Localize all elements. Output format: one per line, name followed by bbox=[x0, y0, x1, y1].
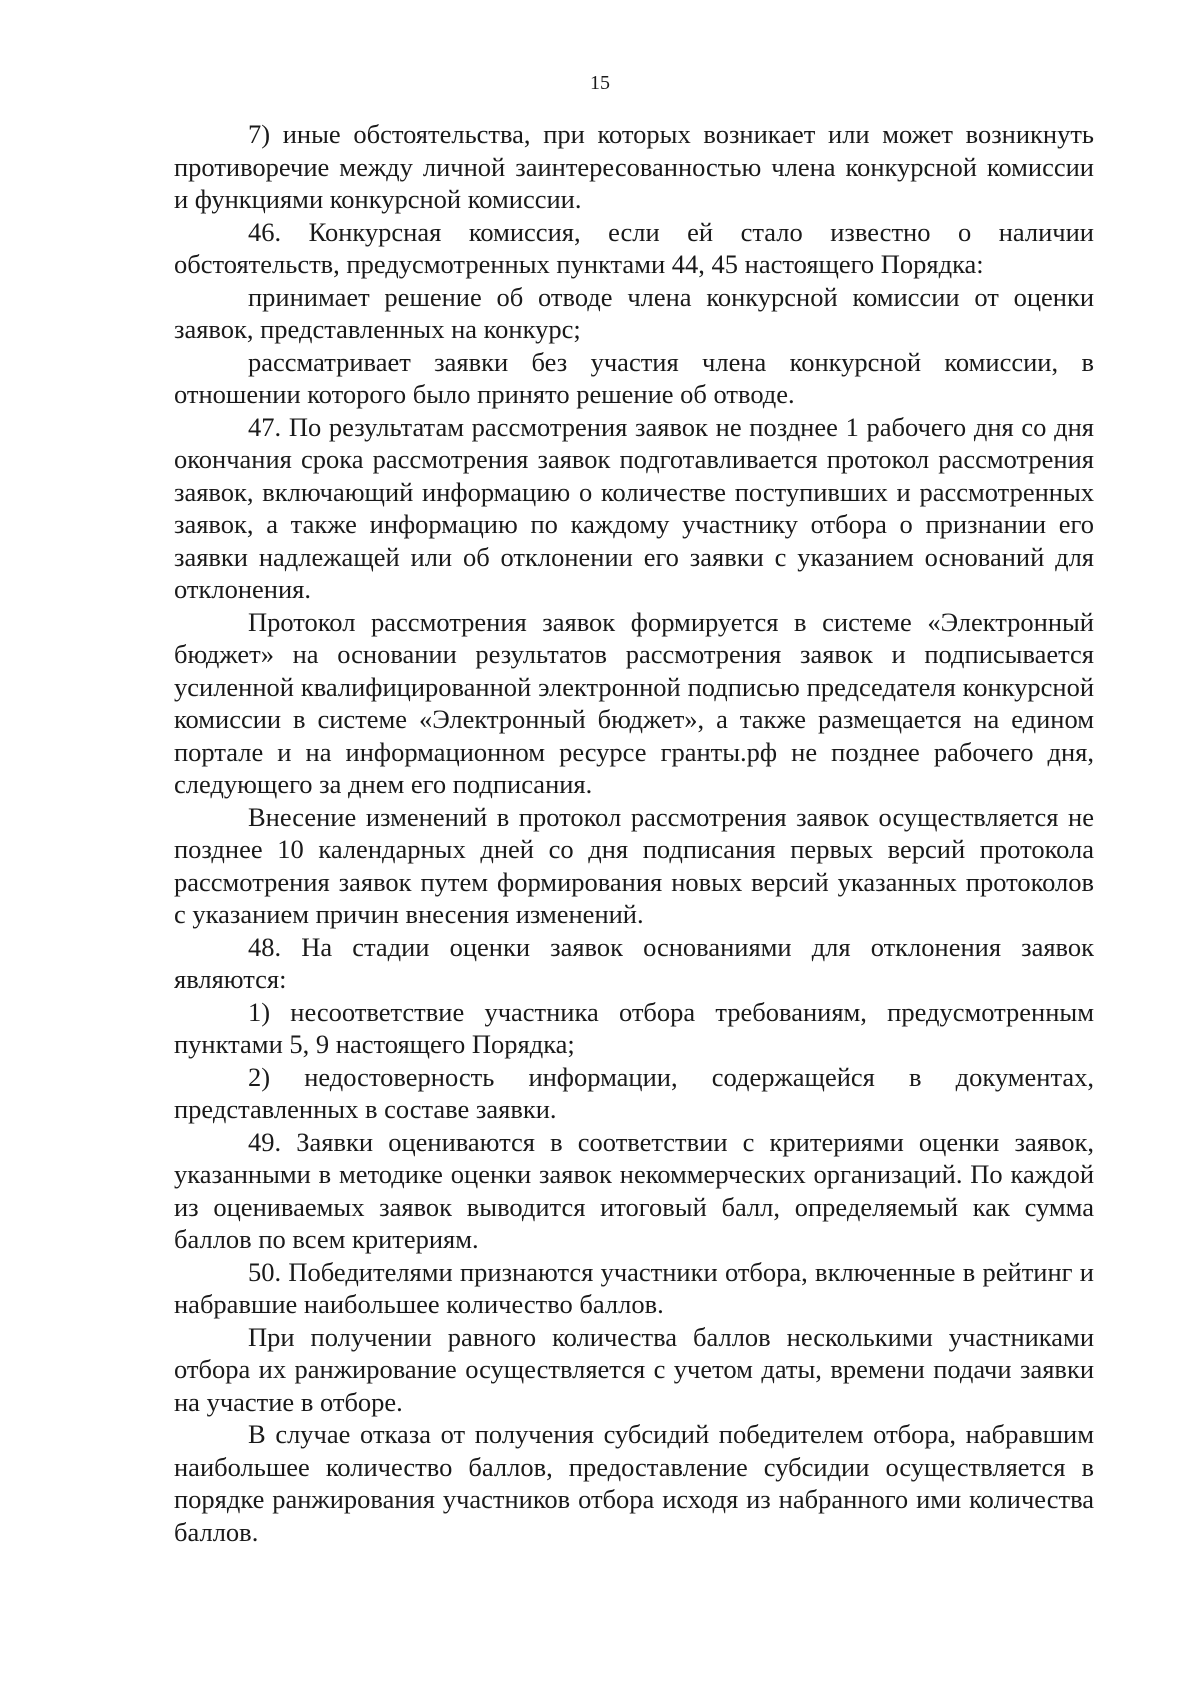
page-number: 15 bbox=[590, 72, 610, 94]
paragraph-48: 48. На стадии оценки заявок основаниями для отклонения заявок являются: bbox=[174, 931, 1094, 994]
paragraph-48-item-1: 1) несоответствие участника отбора требованиям, предусмотренным пунктами 5, 9 настоящего Порядка; bbox=[174, 996, 1094, 1059]
paragraph-7-continuation: 7) иные обстоятельства, при которых возникает или может возникнуть противоречие между личной заинтересованностью члена конкурсной комиссии и функциями конкурсной комиссии. bbox=[174, 119, 1094, 214]
paragraph-50-refusal: В случае отказа от получения субсидий победителем отбора, набравшим наибольшее количество баллов, предоставление субсидии осуществляется в порядке ранжирования участников отбора исходя из набранного ими количества баллов. bbox=[174, 1419, 1094, 1547]
paragraph-46-review: рассматривает заявки без участия члена конкурсной комиссии, в отношении которого было принято решение об отводе. bbox=[174, 346, 1094, 409]
document-body bbox=[174, 118, 1094, 1548]
paragraph-47: 47. По результатам рассмотрения заявок не позднее 1 рабочего дня со дня окончания срока рассмотрения заявок подготавливается протокол рассмотрения заявок, включающий информацию о количестве поступивших и рассмотренных заявок, а также информацию по каждому участнику отбора о признании его заявки надлежащей или об отклонении его заявки с указанием оснований для отклонения. bbox=[174, 411, 1094, 604]
paragraph-47-changes: Внесение изменений в протокол рассмотрения заявок осуществляется не позднее 10 календарных дней со дня подписания первых версий протокола рассмотрения заявок путем формирования новых версий указанных протоколов с указанием причин внесения изменений. bbox=[174, 801, 1094, 929]
paragraph-50-ranking: При получении равного количества баллов несколькими участниками отбора их ранжирование осуществляется с учетом даты, времени подачи заявки на участие в отборе. bbox=[174, 1321, 1094, 1417]
paragraph-47-protocol: Протокол рассмотрения заявок формируется в системе «Электронный бюджет» на основании результатов рассмотрения заявок и подписывается усиленной квалифицированной электронной подписью председателя конкурсной комиссии в системе «Электронный бюджет», а также размещается на едином портале и на информационном ресурсе гранты.рф не позднее рабочего дня, следующего за днем его подписания. bbox=[174, 606, 1094, 799]
paragraph-46: 46. Конкурсная комиссия, если ей стало известно о наличии обстоятельств, предусмотренных пунктами 44, 45 настоящего Порядка: bbox=[174, 216, 1094, 279]
paragraph-46-decision: принимает решение об отводе члена конкурсной комиссии от оценки заявок, представленных на конкурс; bbox=[174, 281, 1094, 344]
paragraph-48-item-2: 2) недостоверность информации, содержащейся в документах, представленных в составе заявки. bbox=[174, 1061, 1094, 1124]
paragraph-49: 49. Заявки оцениваются в соответствии с критериями оценки заявок, указанными в методике оценки заявок некоммерческих организаций. По каждой из оцениваемых заявок выводится итоговый балл, определяемый как сумма баллов по всем критериям. bbox=[174, 1126, 1094, 1254]
paragraph-50: 50. Победителями признаются участники отбора, включенные в рейтинг и набравшие наибольшее количество баллов. bbox=[174, 1256, 1094, 1319]
